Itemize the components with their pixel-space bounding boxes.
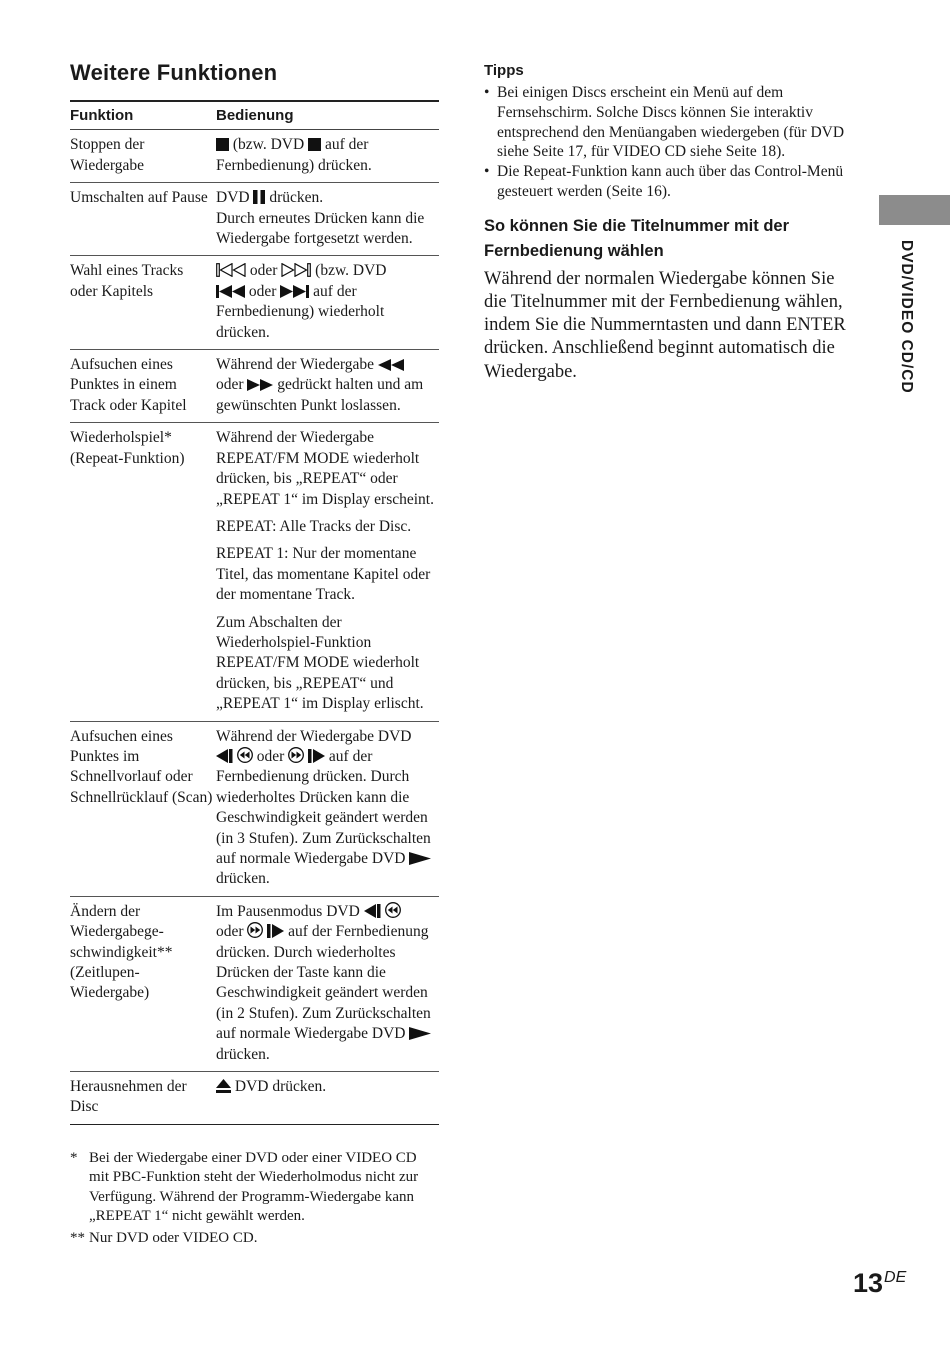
rewind-icon bbox=[378, 355, 404, 375]
function-cell: Herausnehmen der Disc bbox=[70, 1072, 216, 1125]
function-cell: Wiederholspiel* (Repeat-Funktion) bbox=[70, 423, 216, 721]
table-header-row bbox=[70, 101, 439, 130]
operation-cell: (bzw. DVD auf der Fernbedienung) drücken. bbox=[216, 130, 439, 183]
footnote-text: Nur DVD oder VIDEO CD. bbox=[89, 1229, 258, 1246]
fast-forward-icon bbox=[247, 922, 263, 942]
play-icon bbox=[409, 1024, 431, 1044]
header-function: Funktion bbox=[70, 101, 216, 130]
operation-cell bbox=[216, 423, 439, 721]
tips-heading: Tipps bbox=[484, 62, 524, 79]
function-table bbox=[70, 100, 439, 1125]
section-title: Weitere Funktionen bbox=[70, 60, 278, 85]
bullet: • bbox=[484, 84, 490, 101]
footnote-marker: * bbox=[70, 1149, 78, 1166]
tips-list bbox=[484, 83, 856, 202]
tip-item: • Bei einigen Discs erscheint ein Menü auf dem Fernsehschirm. Solche Discs können Sie interaktiv entsprechend den Menüangaben wiedergeben (für DVD siehe Seite 17, für VIDEO CD siehe Seite 18). bbox=[484, 84, 845, 161]
right-column bbox=[484, 62, 856, 384]
operation-cell: oder (bzw. DVD oder auf der Fernbedienung) wiederholt drücken. bbox=[216, 256, 439, 350]
slow-back-icon bbox=[364, 902, 381, 922]
function-cell: Wahl eines Tracks oder Kapitels bbox=[70, 256, 216, 350]
footnotes bbox=[70, 1149, 440, 1248]
table-row bbox=[70, 130, 439, 183]
table-row bbox=[70, 256, 439, 350]
operation-cell: Während der Wiedergabe oder gedrückt halten und am gewünschten Punkt loslassen. bbox=[216, 350, 439, 423]
function-cell: Umschalten auf Pause bbox=[70, 183, 216, 256]
operation-cell: Während der Wiedergabe DVD oder auf der Fernbedienung drücken. Durch wiederholtes Drücken kann die Geschwindigkeit geändert werden (in 3 Stufen). Zum Zurückschalten auf normale Wiedergabe DVD drücken. bbox=[216, 721, 439, 896]
rewind-icon bbox=[237, 747, 253, 767]
fast-forward-icon bbox=[288, 747, 304, 767]
subsection-heading: So können Sie die Titelnummer mit der Fernbedienung wählen bbox=[484, 216, 790, 260]
prev-track-outline-icon bbox=[216, 261, 246, 281]
next-track-icon bbox=[280, 282, 309, 302]
stop-icon bbox=[308, 135, 321, 155]
operation-paragraph: Zum Abschalten der Wiederholspiel-Funktion REPEAT/FM MODE wiederholt drücken, bis „REPEAT“ und „REPEAT 1“ im Display erlischt. bbox=[216, 613, 424, 713]
play-icon bbox=[409, 849, 431, 869]
stop-icon bbox=[216, 135, 229, 155]
rewind-icon bbox=[385, 902, 401, 922]
table-row bbox=[70, 423, 439, 721]
operation-cell: DVD drücken. bbox=[216, 1072, 439, 1125]
operation-paragraph: REPEAT 1: Nur der momentane Titel, das momentane Kapitel oder der momentane Track. bbox=[216, 545, 431, 604]
footnote-text: Bei der Wiedergabe einer DVD oder einer VIDEO CD mit PBC-Funktion steht der Wiederholmodus nicht zur Verfügung. Während der Programm-Wiedergabe kann „REPEAT 1“ nicht gewählt werden. bbox=[89, 1149, 419, 1225]
subsection-body: Während der normalen Wiedergabe können Sie die Titelnummer mit der Fernbedienung wählen, indem Sie die Nummerntasten und dann ENTER drücken. Anschließend beginnt automatisch die Wiedergabe. bbox=[484, 268, 846, 382]
slow-forward-icon bbox=[267, 922, 284, 942]
slow-forward-icon bbox=[308, 747, 325, 767]
footnote bbox=[70, 1149, 440, 1227]
side-tab-bar bbox=[879, 195, 950, 225]
prev-track-icon bbox=[216, 282, 245, 302]
table-row bbox=[70, 350, 439, 423]
operation-cell: Im Pausenmodus DVD oder auf der Fernbedienung drücken. Durch wiederholtes Drücken der Taste kann die Geschwindigkeit geändert werden (in 2 Stufen). Zum Zurückschalten auf normale Wiedergabe DVD drücken. bbox=[216, 896, 439, 1071]
side-tab-label: DVD/VIDEO CD/CD bbox=[898, 240, 915, 394]
function-cell: Aufsuchen eines Punktes in einem Track oder Kapitel bbox=[70, 350, 216, 423]
eject-icon bbox=[216, 1077, 231, 1097]
page-language: DE bbox=[884, 1269, 907, 1286]
page-number: 13DE bbox=[853, 1268, 907, 1298]
operation-paragraph: REPEAT: Alle Tracks der Disc. bbox=[216, 517, 412, 535]
tip-item: • Die Repeat-Funktion kann auch über das Control-Menü gesteuert werden (Seite 16). bbox=[484, 163, 844, 200]
header-operation: Bedienung bbox=[216, 101, 439, 130]
bullet: • bbox=[484, 163, 490, 181]
footnote bbox=[70, 1229, 440, 1248]
table-row bbox=[70, 183, 439, 256]
function-cell: Ändern der Wiedergabege-schwindigkeit** (Zeitlupen-Wiedergabe) bbox=[70, 896, 216, 1071]
function-cell: Stoppen der Wiedergabe bbox=[70, 130, 216, 183]
table-row bbox=[70, 721, 439, 896]
next-track-outline-icon bbox=[281, 261, 311, 281]
slow-back-icon bbox=[216, 747, 233, 767]
pause-icon bbox=[253, 188, 265, 208]
operation-cell: DVD drücken. Durch erneutes Drücken kann die Wiedergabe fortgesetzt werden. bbox=[216, 183, 439, 256]
operation-paragraph: Während der Wiedergabe REPEAT/FM MODE wiederholt drücken, bis „REPEAT“ oder „REPEAT 1“ im Display erscheint. bbox=[216, 429, 434, 508]
table-row bbox=[70, 1072, 439, 1125]
fast-forward-icon bbox=[247, 375, 273, 395]
left-column bbox=[70, 60, 440, 1250]
function-cell: Aufsuchen eines Punktes im Schnellvorlauf oder Schnellrücklauf (Scan) bbox=[70, 721, 216, 896]
table-row bbox=[70, 896, 439, 1071]
footnote-marker: ** bbox=[70, 1229, 85, 1246]
